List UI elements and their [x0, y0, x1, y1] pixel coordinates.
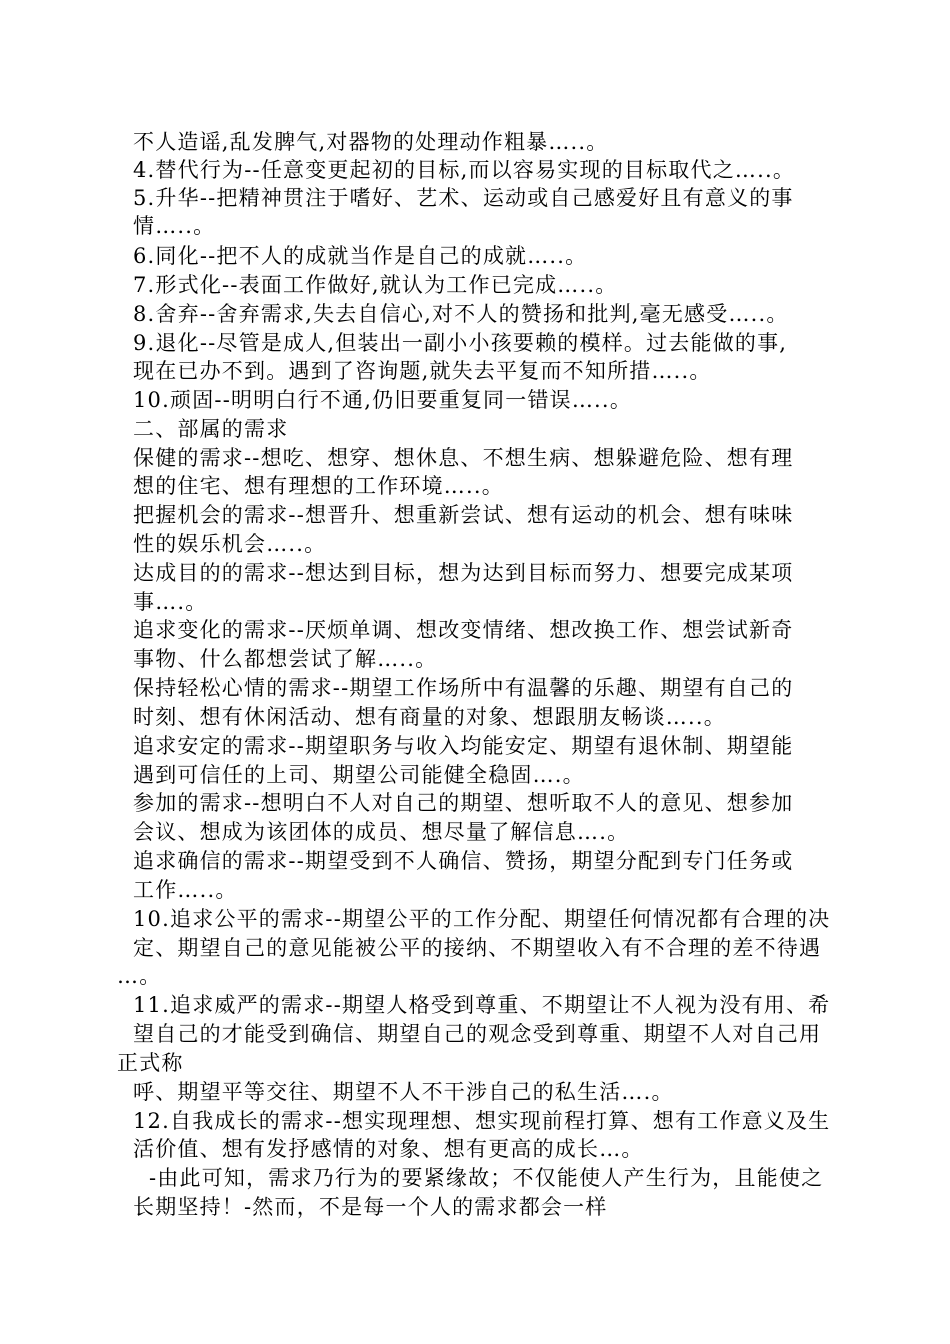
text-line: 想的住宅、想有理想的工作环境…..。: [133, 474, 504, 498]
text-line: 5.升华--把精神贯注于嗜好、艺术、运动或自己感爱好且有意义的事: [133, 186, 794, 210]
text-line: 事….。: [133, 590, 208, 614]
section-heading: 二、部属的需求: [133, 417, 289, 441]
text-line: 保持轻松心情的需求--期望工作场所中有温馨的乐趣、期望有自己的: [133, 676, 794, 700]
text-line: 遇到可信任的上司、期望公司能健全稳固….。: [133, 763, 585, 787]
text-line: 10.追求公平的需求--期望公平的工作分配、期望任何情况都有合理的决: [133, 907, 831, 931]
text-line: 12.自我成长的需求--想实现理想、想实现前程打算、想有工作意义及生: [133, 1109, 831, 1133]
text-line: …。: [117, 964, 162, 988]
text-line: 参加的需求--想明白不人对自己的期望、想听取不人的意见、想参加: [133, 791, 794, 815]
text-line: 达成目的的需求--想达到目标，想为达到目标而努力、想要完成某项: [133, 561, 794, 585]
text-line: 情…..。: [133, 214, 216, 238]
text-line: 7.形式化--表面工作做好,就认为工作已完成…..。: [133, 273, 618, 297]
text-line: 8.舍弃--舍弃需求,失去自信心,对不人的赞扬和批判,毫无感受…..。: [133, 302, 789, 326]
text-line: 事物、什么都想尝试了解…..。: [133, 647, 438, 671]
text-line: 会议、想成为该团体的成员、想尽量了解信息….。: [133, 820, 630, 844]
text-line: 呼、期望平等交往、期望不人不干涉自己的私生活….。: [133, 1080, 674, 1104]
text-line: 保健的需求--想吃、想穿、想休息、不想生病、想躲避危险、想有理: [133, 446, 794, 470]
text-line: 追求确信的需求--期望受到不人确信、赞扬，期望分配到专门任务或: [133, 849, 794, 873]
text-line: 11.追求威严的需求--期望人格受到尊重、不期望让不人视为没有用、希: [133, 993, 831, 1017]
text-line: 9.退化--尽管是成人,但装出一副小小孩要赖的模样。过去能做的事,: [133, 331, 788, 355]
text-line: 不人造谣,乱发脾气,对器物的处理动作粗暴…..。: [133, 130, 609, 154]
text-line: 时刻、想有休闲活动、想有商量的对象、想跟朋友畅谈…..。: [133, 705, 726, 729]
text-line: 10.顽固--明明白行不通,仍旧要重复同一错误…..。: [133, 388, 633, 412]
text-line: 把握机会的需求--想晋升、想重新尝试、想有运动的机会、想有味味: [133, 503, 794, 527]
text-line: 正式称: [117, 1051, 184, 1075]
text-line: 4.替代行为--任意变更起初的目标,而以容易实现的目标取代之…..。: [133, 158, 796, 182]
text-line: 性的娱乐机会…..。: [133, 532, 327, 556]
text-line: 定、期望自己的意见能被公平的接纳、不期望收入有不合理的差不待遇: [133, 936, 822, 960]
text-line: 望自己的才能受到确信、期望自己的观念受到尊重、期望不人对自己用: [133, 1022, 822, 1046]
text-line: 6.同化--把不人的成就当作是自己的成就…..。: [133, 244, 588, 268]
text-line: 追求变化的需求--厌烦单调、想改变情绪、想改换工作、想尝试新奇: [133, 618, 794, 642]
text-line: 活价值、想有发抒感情的对象、想有更高的成长…。: [133, 1137, 644, 1161]
text-line: 长期坚持！-然而，不是每一个人的需求都会一样: [133, 1195, 608, 1219]
text-line: -由此可知，需求乃行为的要紧缘故；不仅能使人产生行为，且能使之: [149, 1166, 824, 1190]
text-line: 工作…..。: [133, 878, 238, 902]
text-line: 现在已办不到。遇到了咨询题,就失去平复而不知所措…..。: [133, 359, 712, 383]
text-line: 追求安定的需求--期望职务与收入均能安定、期望有退休制、期望能: [133, 734, 794, 758]
